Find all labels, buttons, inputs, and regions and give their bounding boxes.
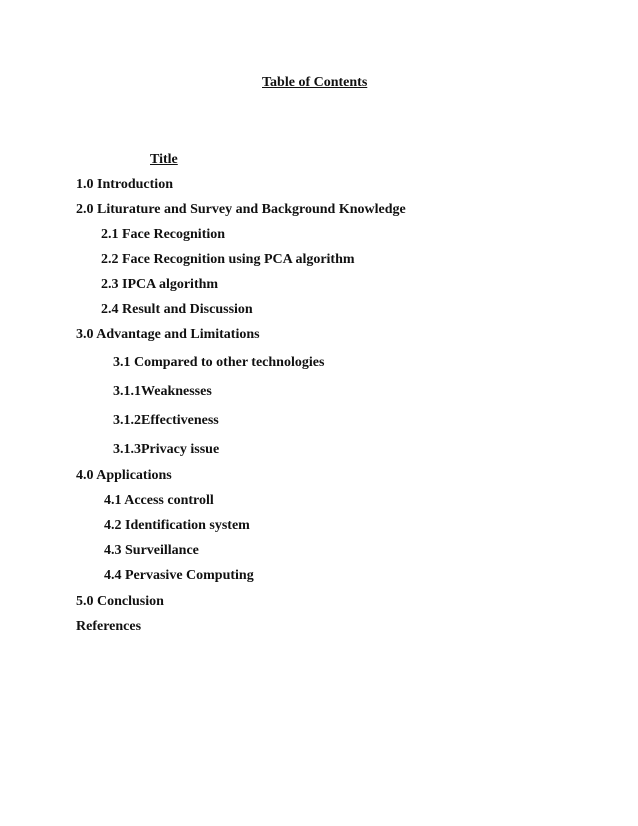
toc-subentry: 4.2 Identification system: [104, 518, 250, 533]
toc-entry: References: [76, 619, 142, 634]
toc-subentry: 2.4 Result and Discussion: [101, 302, 253, 317]
toc-subentry: 3.1.3Privacy issue: [113, 442, 220, 457]
toc-subentry: 4.3 Surveillance: [104, 543, 199, 558]
toc-subentry: 4.4 Pervasive Computing: [104, 568, 254, 583]
toc-entry: 2.0 Liturature and Survey and Background Knowledge: [76, 202, 406, 217]
toc-entry: 5.0 Conclusion: [76, 594, 164, 609]
toc-entry: 4.0 Applications: [76, 468, 172, 483]
toc-subentry: 3.1 Compared to other technologies: [113, 355, 325, 370]
toc-entry: 3.0 Advantage and Limitations: [76, 327, 260, 342]
toc-subentry: 2.1 Face Recognition: [101, 227, 226, 242]
toc-subentry: 2.2 Face Recognition using PCA algorithm: [101, 252, 355, 267]
toc-entry: 1.0 Introduction: [76, 177, 173, 192]
toc-subentry: 4.1 Access controll: [104, 493, 214, 508]
toc-subentry: 2.3 IPCA algorithm: [101, 277, 219, 292]
toc-column-title: Title: [150, 152, 178, 167]
toc-subentry: 3.1.1Weaknesses: [113, 384, 212, 399]
toc-heading: Table of Contents: [262, 75, 368, 90]
toc-subentry: 3.1.2Effectiveness: [113, 413, 219, 428]
